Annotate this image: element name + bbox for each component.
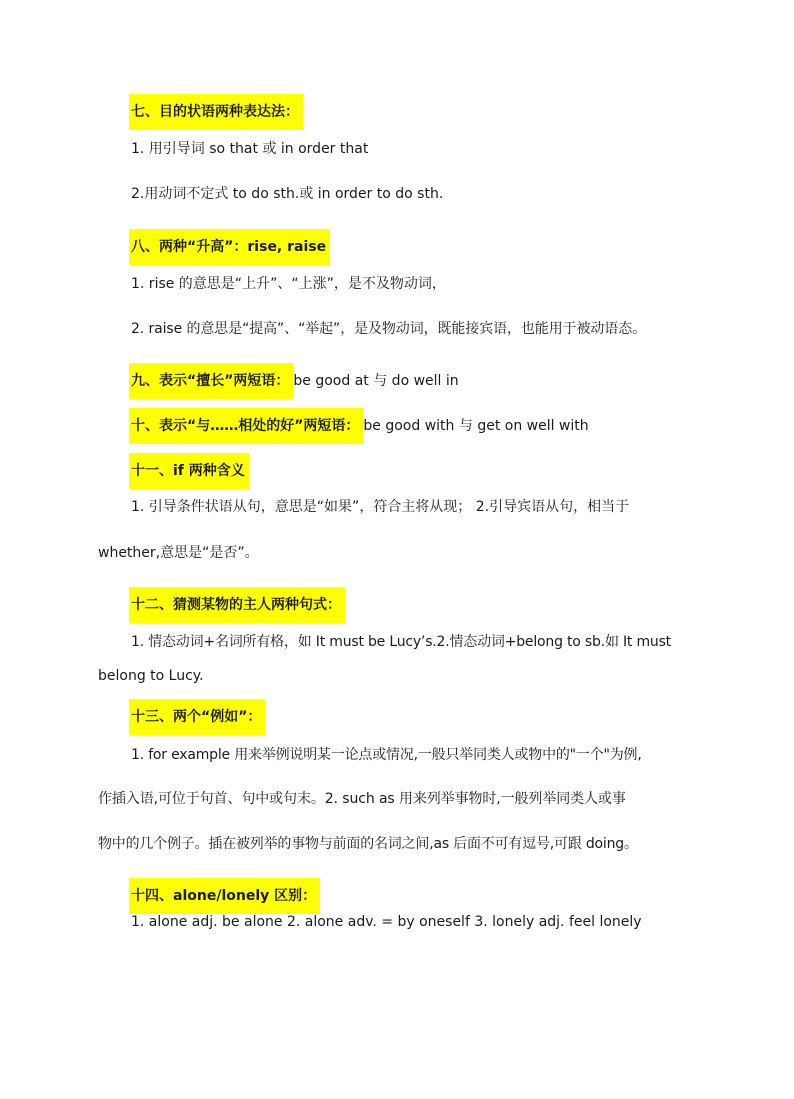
section-13-line-1: 1. for example 用来举例说明某一论点或情况,一般只举同类人或物中的"一个"为例, bbox=[131, 747, 642, 763]
section-8-line-2: 2. raise 的意思是“提高”、“举起”，是及物动词，既能接宾语，也能用于被动语态。 bbox=[131, 321, 646, 337]
section-7-line-2: 2.用动词不定式 to do sth.或 in order to do sth. bbox=[131, 186, 444, 202]
section-11-heading-line bbox=[131, 453, 249, 489]
section-12-heading: 十二、猜测某物的主人两种句式： bbox=[129, 587, 345, 623]
section-13-line-3: 物中的几个例子。插在被列举的事物与前面的名词之间,as 后面不可有逗号,可跟 doing。 bbox=[98, 836, 638, 852]
section-7-heading: 七、目的状语两种表达法： bbox=[129, 94, 303, 130]
section-12-line-2: belong to Lucy. bbox=[98, 668, 204, 684]
section-7-line-1: 1. 用引导词 so that 或 in order that bbox=[131, 141, 369, 157]
section-10-heading: 十、表示“与……相处的好”两短语： bbox=[129, 408, 363, 444]
section-10-line bbox=[131, 408, 589, 444]
section-11-heading: 十一、if 两种含义 bbox=[129, 453, 249, 489]
section-8-line-1: 1. rise 的意思是“上升”、“上涨”，是不及物动词， bbox=[131, 276, 446, 292]
section-9-line bbox=[131, 363, 459, 399]
section-11-line-2: whether,意思是“是否”。 bbox=[98, 545, 259, 561]
section-14-heading: 十四、alone/lonely 区别： bbox=[129, 878, 320, 914]
section-8-heading-line bbox=[131, 229, 330, 265]
section-13-heading-line bbox=[131, 699, 265, 735]
section-9-heading: 九、表示“擅长”两短语： bbox=[129, 363, 293, 399]
section-14-line-1: 1. alone adj. be alone 2. alone adv. = by oneself 3. lonely adj. feel lonely bbox=[131, 914, 642, 930]
section-13-heading: 十三、两个“例如”： bbox=[129, 699, 265, 735]
section-10-tail: be good with 与 get on well with bbox=[363, 418, 589, 434]
section-12-heading-line bbox=[131, 587, 345, 623]
section-14-heading-line bbox=[131, 878, 320, 914]
section-11-line-1: 1. 引导条件状语从句，意思是“如果”，符合主将从现； 2.引导宾语从句，相当于 bbox=[131, 499, 630, 515]
section-12-line-1: 1. 情态动词+名词所有格，如 It must be Lucy’s.2.情态动词+belong to sb.如 It must bbox=[131, 634, 671, 650]
section-8-heading: 八、两种“升高”：rise, raise bbox=[129, 229, 330, 265]
section-9-tail: be good at 与 do well in bbox=[293, 373, 459, 389]
section-13-line-2: 作插入语,可位于句首、句中或句末。2. such as 用来列举事物时,一般列举同类人或事 bbox=[98, 791, 626, 807]
section-7-heading-line bbox=[131, 94, 303, 130]
